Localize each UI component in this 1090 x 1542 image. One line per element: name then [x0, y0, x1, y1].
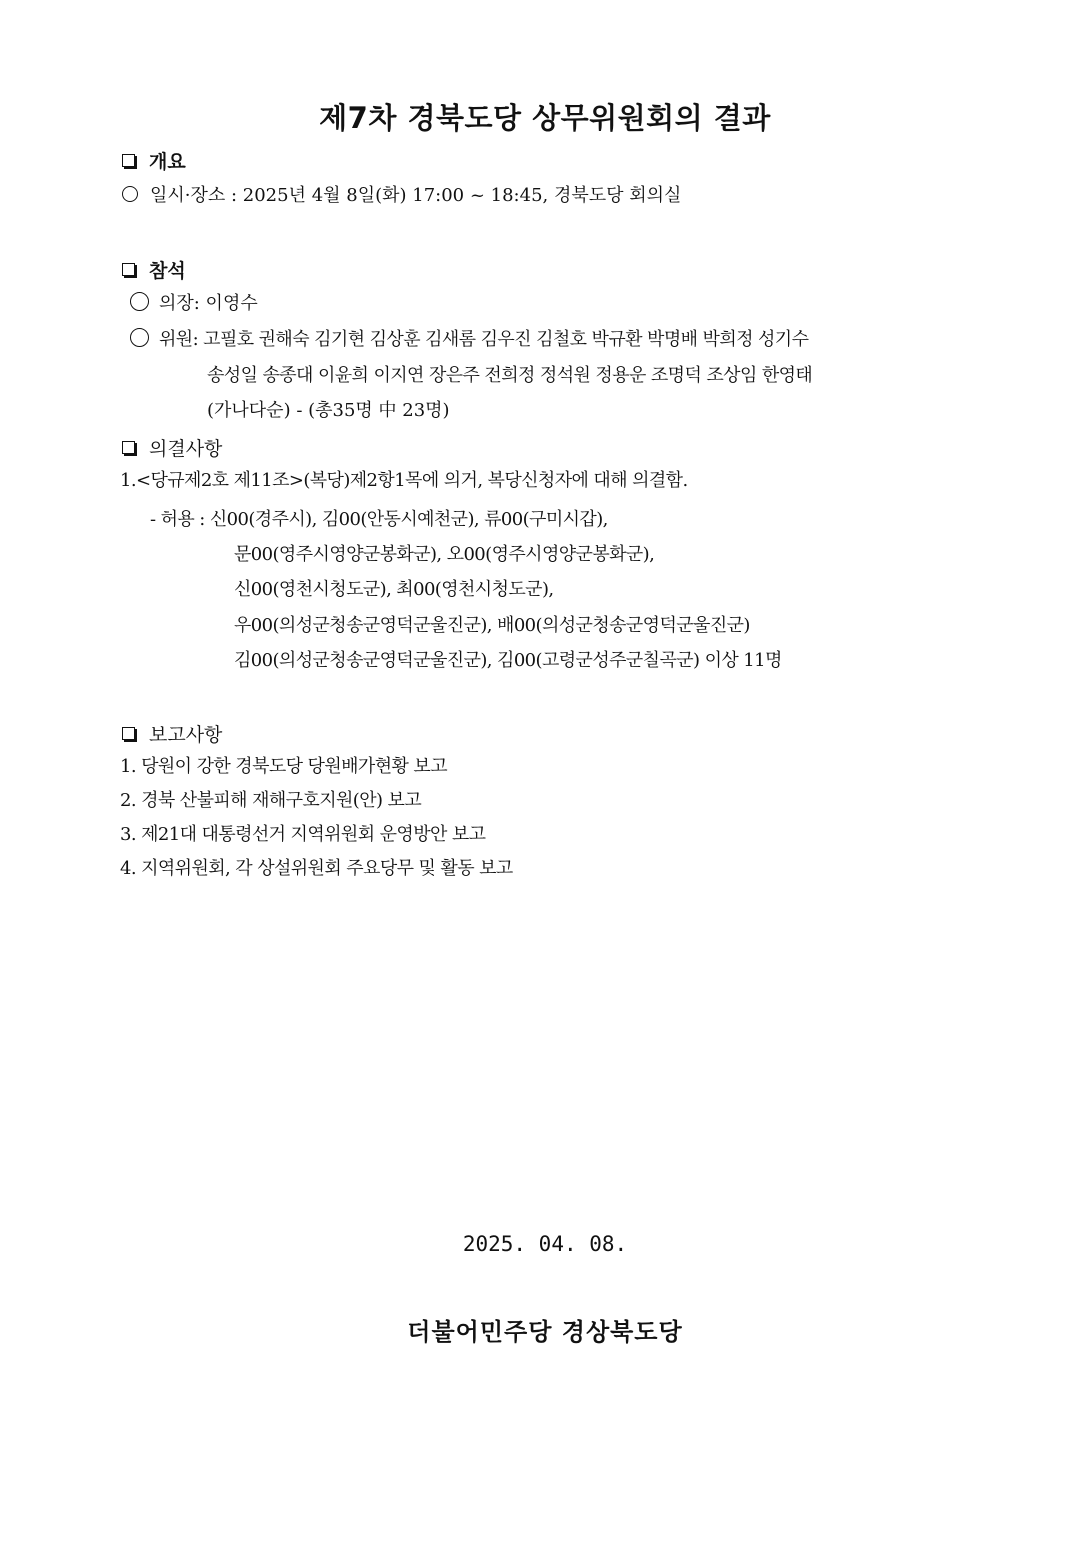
overview-datetime-text: 일시·장소 : 2025년 4월 8일(화) 17:00 ~ 18:45, 경북도당 회의실 [150, 185, 682, 206]
overview-heading-text: 개요 [149, 151, 186, 173]
resolution-approved-line-3: 신00(영천시청도군), 최00(영천시청도군), [234, 579, 554, 600]
organization-name: 더불어민주당 경상북도당 [407, 1317, 683, 1346]
square-bullet-icon [122, 727, 135, 740]
circle-bullet-icon [130, 328, 149, 347]
square-bullet-icon [122, 441, 135, 454]
resolution-approved-line-5: 김00(의성군청송군영덕군울진군), 김00(고령군성주군칠곡군) 이상 11명 [234, 650, 782, 671]
resolution-approved-line-1: - 허용 : 신00(경주시), 김00(안동시예천군), 류00(구미시갑), [150, 509, 608, 530]
section-heading-attendance [122, 256, 186, 283]
attendance-members-text-2: 송성일 송종대 이윤희 이지연 장은주 전희정 정석원 정용운 조명덕 조상임 한영태 [207, 365, 813, 386]
document-title: 제7차 경북도당 상무위원회의 결과 [319, 101, 771, 135]
report-item-3: 3. 제21대 대통령선거 지역위원회 운영방안 보고 [120, 824, 486, 845]
attendance-members-text-3: (가나다순) - (총35명 中 23명) [207, 400, 450, 421]
section-heading-reports [122, 720, 222, 747]
section-heading-overview [122, 147, 186, 174]
square-bullet-icon [122, 263, 135, 276]
attendance-heading-text: 참석 [149, 260, 186, 282]
report-item-2: 2. 경북 산불피해 재해구호지원(안) 보고 [120, 790, 422, 811]
resolutions-heading-text: 의결사항 [149, 438, 223, 460]
attendance-members-line [130, 328, 808, 352]
resolution-approved-line-4: 우00(의성군청송군영덕군울진군), 배00(의성군청송군영덕군울진군) [234, 615, 750, 636]
section-heading-resolutions [122, 434, 222, 461]
document-date: 2025. 04. 08. [462, 1232, 628, 1256]
circle-bullet-icon [130, 292, 149, 311]
reports-heading-text: 보고사항 [149, 724, 223, 746]
resolution-item-1: 1.<당규제2호 제11조>(복당)제2항1목에 의거, 복당신청자에 대해 의결함. [120, 470, 688, 491]
attendance-chair-text: 의장: 이영수 [159, 293, 258, 314]
circle-bullet-icon [122, 186, 138, 202]
square-bullet-icon [122, 154, 135, 167]
attendance-members-text-1: 위원: 고필호 권해숙 김기현 김상훈 김새롬 김우진 김철호 박규환 박명배 박희정 성기수 [159, 329, 809, 350]
overview-datetime-line [122, 184, 681, 208]
report-item-1: 1. 당원이 강한 경북도당 당원배가현황 보고 [120, 756, 447, 777]
resolution-approved-line-2: 문00(영주시영양군봉화군), 오00(영주시영양군봉화군), [234, 544, 655, 565]
report-item-4: 4. 지역위원회, 각 상설위원회 주요당무 및 활동 보고 [120, 858, 513, 879]
attendance-chair-line [130, 292, 258, 316]
